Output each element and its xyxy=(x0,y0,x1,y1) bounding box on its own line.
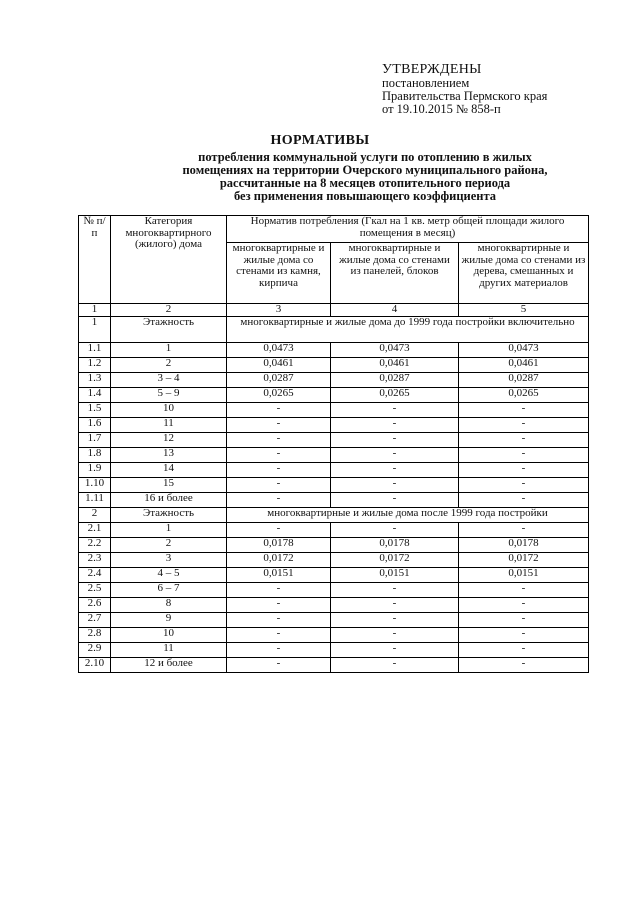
norm-stone-brick: 0,0473 xyxy=(227,342,331,357)
table-row xyxy=(79,597,589,612)
table-row xyxy=(79,417,589,432)
table-row xyxy=(79,372,589,387)
row-number: 1.11 xyxy=(79,492,111,507)
column-number: 2 xyxy=(111,304,227,317)
header-wood-mixed: многоквартирные и жилые дома со стенами из дерева, смешанных и других материалов xyxy=(459,243,589,304)
section-category: Этажность xyxy=(111,316,227,342)
norm-panel-block: - xyxy=(331,447,459,462)
row-category: 13 xyxy=(111,447,227,462)
row-number: 1.8 xyxy=(79,447,111,462)
norm-panel-block: - xyxy=(331,462,459,477)
row-number: 1.3 xyxy=(79,372,111,387)
row-number: 2.8 xyxy=(79,627,111,642)
table-row xyxy=(79,642,589,657)
section2-rows xyxy=(79,522,589,672)
norm-panel-block: 0,0287 xyxy=(331,372,459,387)
column-numbers-row xyxy=(79,304,589,317)
row-category: 11 xyxy=(111,642,227,657)
row-number: 1.10 xyxy=(79,477,111,492)
row-category: 16 и более xyxy=(111,492,227,507)
row-category: 10 xyxy=(111,627,227,642)
norm-stone-brick: - xyxy=(227,462,331,477)
subtitle-line: потребления коммунальной услуги по отоплению в жилых xyxy=(198,150,532,164)
table-row xyxy=(79,432,589,447)
norm-wood-mixed: - xyxy=(459,432,589,447)
norm-stone-brick: - xyxy=(227,417,331,432)
row-number: 2.6 xyxy=(79,597,111,612)
norm-panel-block: - xyxy=(331,417,459,432)
column-number: 5 xyxy=(459,304,589,317)
column-number: 1 xyxy=(79,304,111,317)
row-number: 2.2 xyxy=(79,537,111,552)
row-number: 1.5 xyxy=(79,402,111,417)
subtitle-line: помещениях на территории Очерского муниципального района, xyxy=(182,163,548,177)
row-category: 9 xyxy=(111,612,227,627)
norm-stone-brick: 0,0287 xyxy=(227,372,331,387)
norm-panel-block: 0,0151 xyxy=(331,567,459,582)
norm-wood-mixed: - xyxy=(459,402,589,417)
norm-stone-brick: - xyxy=(227,597,331,612)
norm-wood-mixed: - xyxy=(459,582,589,597)
section-num: 1 xyxy=(79,316,111,342)
document-subtitle xyxy=(130,151,600,203)
table-row xyxy=(79,447,589,462)
row-number: 2.1 xyxy=(79,522,111,537)
norm-panel-block: 0,0473 xyxy=(331,342,459,357)
row-category: 15 xyxy=(111,477,227,492)
subtitle-line: рассчитанные на 8 месяцев отопительного периода xyxy=(219,176,511,190)
norm-stone-brick: - xyxy=(227,447,331,462)
norm-stone-brick: - xyxy=(227,582,331,597)
norm-stone-brick: 0,0461 xyxy=(227,357,331,372)
norm-panel-block: - xyxy=(331,522,459,537)
header-norm: Норматив потребления (Гкал на 1 кв. метр общей площади жилого помещения в месяц) xyxy=(227,216,589,243)
row-category: 14 xyxy=(111,462,227,477)
row-category: 1 xyxy=(111,342,227,357)
subtitle-line: без применения повышающего коэффициента xyxy=(233,189,497,203)
norm-wood-mixed: - xyxy=(459,477,589,492)
row-number: 2.3 xyxy=(79,552,111,567)
norm-panel-block: - xyxy=(331,432,459,447)
row-number: 2.4 xyxy=(79,567,111,582)
row-category: 6 – 7 xyxy=(111,582,227,597)
table-row xyxy=(79,612,589,627)
norm-panel-block: 0,0461 xyxy=(331,357,459,372)
approval-line: постановлением xyxy=(382,76,470,90)
norm-stone-brick: - xyxy=(227,492,331,507)
norm-wood-mixed: - xyxy=(459,522,589,537)
section-row xyxy=(79,507,589,522)
section-category: Этажность xyxy=(111,507,227,522)
section1-rows xyxy=(79,342,589,507)
table-row xyxy=(79,522,589,537)
norm-panel-block: - xyxy=(331,642,459,657)
row-number: 1.4 xyxy=(79,387,111,402)
table-row xyxy=(79,387,589,402)
row-category: 3 – 4 xyxy=(111,372,227,387)
norm-wood-mixed: - xyxy=(459,597,589,612)
norm-panel-block: - xyxy=(331,477,459,492)
norm-panel-block: - xyxy=(331,627,459,642)
document-title: НОРМАТИВЫ xyxy=(270,133,370,148)
norm-wood-mixed: - xyxy=(459,417,589,432)
norm-panel-block: 0,0265 xyxy=(331,387,459,402)
header-num: № п/п xyxy=(79,216,111,304)
row-category: 8 xyxy=(111,597,227,612)
norm-panel-block: - xyxy=(331,582,459,597)
row-number: 2.9 xyxy=(79,642,111,657)
row-number: 1.2 xyxy=(79,357,111,372)
norm-wood-mixed: - xyxy=(459,492,589,507)
table-row xyxy=(79,552,589,567)
section-description: многоквартирные и жилые дома до 1999 года постройки включительно xyxy=(227,316,589,342)
row-number: 2.5 xyxy=(79,582,111,597)
row-category: 12 xyxy=(111,432,227,447)
row-number: 2.7 xyxy=(79,612,111,627)
norm-wood-mixed: 0,0172 xyxy=(459,552,589,567)
norm-wood-mixed: 0,0473 xyxy=(459,342,589,357)
section-description: многоквартирные и жилые дома после 1999 года постройки xyxy=(227,507,589,522)
norm-panel-block: - xyxy=(331,492,459,507)
header-category: Категория многоквартирного (жилого) дома xyxy=(111,216,227,304)
norm-wood-mixed: 0,0151 xyxy=(459,567,589,582)
norm-wood-mixed: - xyxy=(459,627,589,642)
row-category: 4 – 5 xyxy=(111,567,227,582)
approval-line: Правительства Пермского края xyxy=(382,89,548,103)
norm-stone-brick: 0,0178 xyxy=(227,537,331,552)
row-category: 2 xyxy=(111,357,227,372)
header-panel-block: многоквартирные и жилые дома со стенами из панелей, блоков xyxy=(331,243,459,304)
table-row xyxy=(79,342,589,357)
approval-date: от 19.10.2015 № 858-п xyxy=(382,102,501,116)
table-row xyxy=(79,537,589,552)
norm-panel-block: - xyxy=(331,657,459,672)
norm-stone-brick: - xyxy=(227,522,331,537)
norm-wood-mixed: - xyxy=(459,657,589,672)
norm-stone-brick: 0,0265 xyxy=(227,387,331,402)
norm-wood-mixed: - xyxy=(459,612,589,627)
norm-wood-mixed: - xyxy=(459,462,589,477)
norm-stone-brick: 0,0151 xyxy=(227,567,331,582)
norm-panel-block: - xyxy=(331,402,459,417)
norm-stone-brick: - xyxy=(227,402,331,417)
norms-table xyxy=(78,215,589,673)
norm-panel-block: 0,0178 xyxy=(331,537,459,552)
approval-stamp xyxy=(382,62,622,116)
row-category: 2 xyxy=(111,537,227,552)
row-category: 5 – 9 xyxy=(111,387,227,402)
norm-panel-block: 0,0172 xyxy=(331,552,459,567)
norm-panel-block: - xyxy=(331,597,459,612)
approval-heading: УТВЕРЖДЕНЫ xyxy=(382,62,482,77)
table-row xyxy=(79,567,589,582)
norm-stone-brick: - xyxy=(227,477,331,492)
norm-wood-mixed: 0,0178 xyxy=(459,537,589,552)
row-category: 11 xyxy=(111,417,227,432)
norm-stone-brick: - xyxy=(227,627,331,642)
norm-stone-brick: - xyxy=(227,657,331,672)
row-number: 1.6 xyxy=(79,417,111,432)
section-row xyxy=(79,316,589,342)
row-number: 1.9 xyxy=(79,462,111,477)
table-row xyxy=(79,627,589,642)
norm-stone-brick: - xyxy=(227,612,331,627)
norm-wood-mixed: 0,0461 xyxy=(459,357,589,372)
column-number: 4 xyxy=(331,304,459,317)
header-stone-brick: многоквартирные и жилые дома со стенами из камня, кирпича xyxy=(227,243,331,304)
table-row xyxy=(79,477,589,492)
norm-stone-brick: - xyxy=(227,432,331,447)
section-num: 2 xyxy=(79,507,111,522)
row-number: 1.7 xyxy=(79,432,111,447)
row-number: 2.10 xyxy=(79,657,111,672)
row-category: 10 xyxy=(111,402,227,417)
norm-wood-mixed: 0,0287 xyxy=(459,372,589,387)
table-row xyxy=(79,657,589,672)
norm-panel-block: - xyxy=(331,612,459,627)
norm-stone-brick: 0,0172 xyxy=(227,552,331,567)
column-number: 3 xyxy=(227,304,331,317)
row-category: 3 xyxy=(111,552,227,567)
norm-wood-mixed: - xyxy=(459,642,589,657)
table-row xyxy=(79,492,589,507)
row-category: 1 xyxy=(111,522,227,537)
norm-wood-mixed: 0,0265 xyxy=(459,387,589,402)
table-row xyxy=(79,462,589,477)
row-category: 12 и более xyxy=(111,657,227,672)
table-row xyxy=(79,402,589,417)
norm-wood-mixed: - xyxy=(459,447,589,462)
row-number: 1.1 xyxy=(79,342,111,357)
table-row xyxy=(79,582,589,597)
table-row xyxy=(79,357,589,372)
norm-stone-brick: - xyxy=(227,642,331,657)
